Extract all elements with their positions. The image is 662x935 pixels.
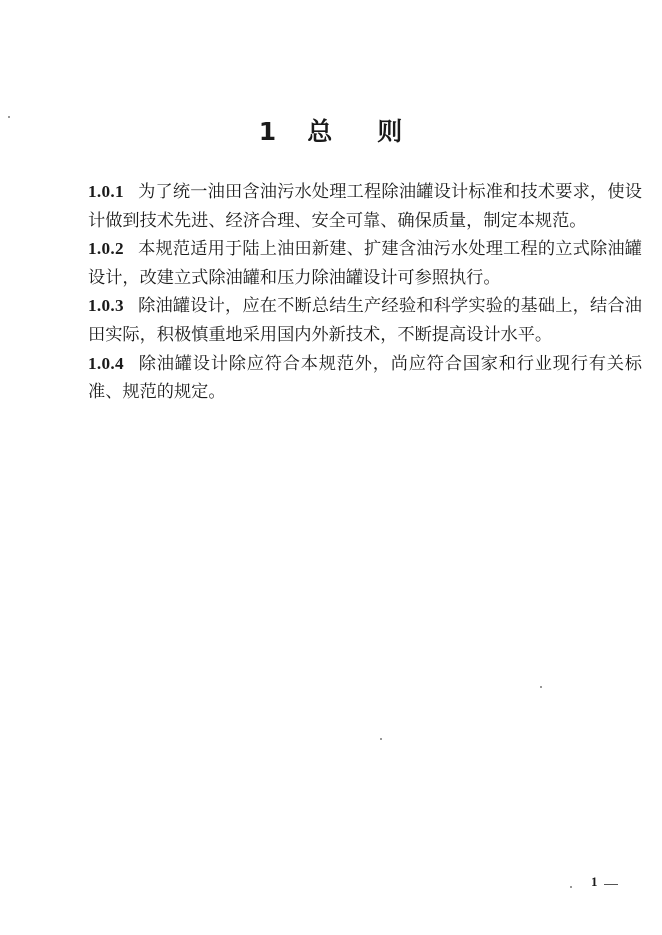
chapter-heading xyxy=(0,112,662,148)
page-number-dash xyxy=(604,884,618,885)
clause-text: 除油罐设计，应在不断总结生产经验和科学实验的基础上，结合油田实际，积极慎重地采用国内外新技术，不断提高设计水平。 xyxy=(88,296,642,345)
clause-1-0-4 xyxy=(88,350,642,407)
chapter-title-char-2: 则 xyxy=(377,117,404,146)
clause-number: 1.0.2 xyxy=(88,239,124,259)
clause-number: 1.0.3 xyxy=(88,296,124,316)
clause-number: 1.0.4 xyxy=(88,353,124,373)
scan-speck xyxy=(570,886,572,888)
clause-1-0-3 xyxy=(88,292,642,349)
clause-1-0-2 xyxy=(88,235,642,292)
clause-text: 除油罐设计除应符合本规范外，尚应符合国家和行业现行有关标准、规范的规定。 xyxy=(88,353,642,403)
clause-1-0-1 xyxy=(88,178,642,235)
scan-speck xyxy=(8,116,10,118)
clause-text: 为了统一油田含油污水处理工程除油罐设计标准和技术要求，使设计做到技术先进、经济合理、安全可靠、确保质量，制定本规范。 xyxy=(88,182,642,231)
chapter-title-char-1: 总 xyxy=(307,117,334,146)
scan-speck xyxy=(540,686,542,688)
clause-list xyxy=(88,178,642,407)
clause-text: 本规范适用于陆上油田新建、扩建含油污水处理工程的立式除油罐设计，改建立式除油罐和压力除油罐设计可参照执行。 xyxy=(88,239,642,288)
page-number: 1 xyxy=(591,874,598,889)
scan-speck xyxy=(380,738,382,740)
chapter-number: 1 xyxy=(258,117,278,146)
clause-number: 1.0.1 xyxy=(88,182,124,201)
